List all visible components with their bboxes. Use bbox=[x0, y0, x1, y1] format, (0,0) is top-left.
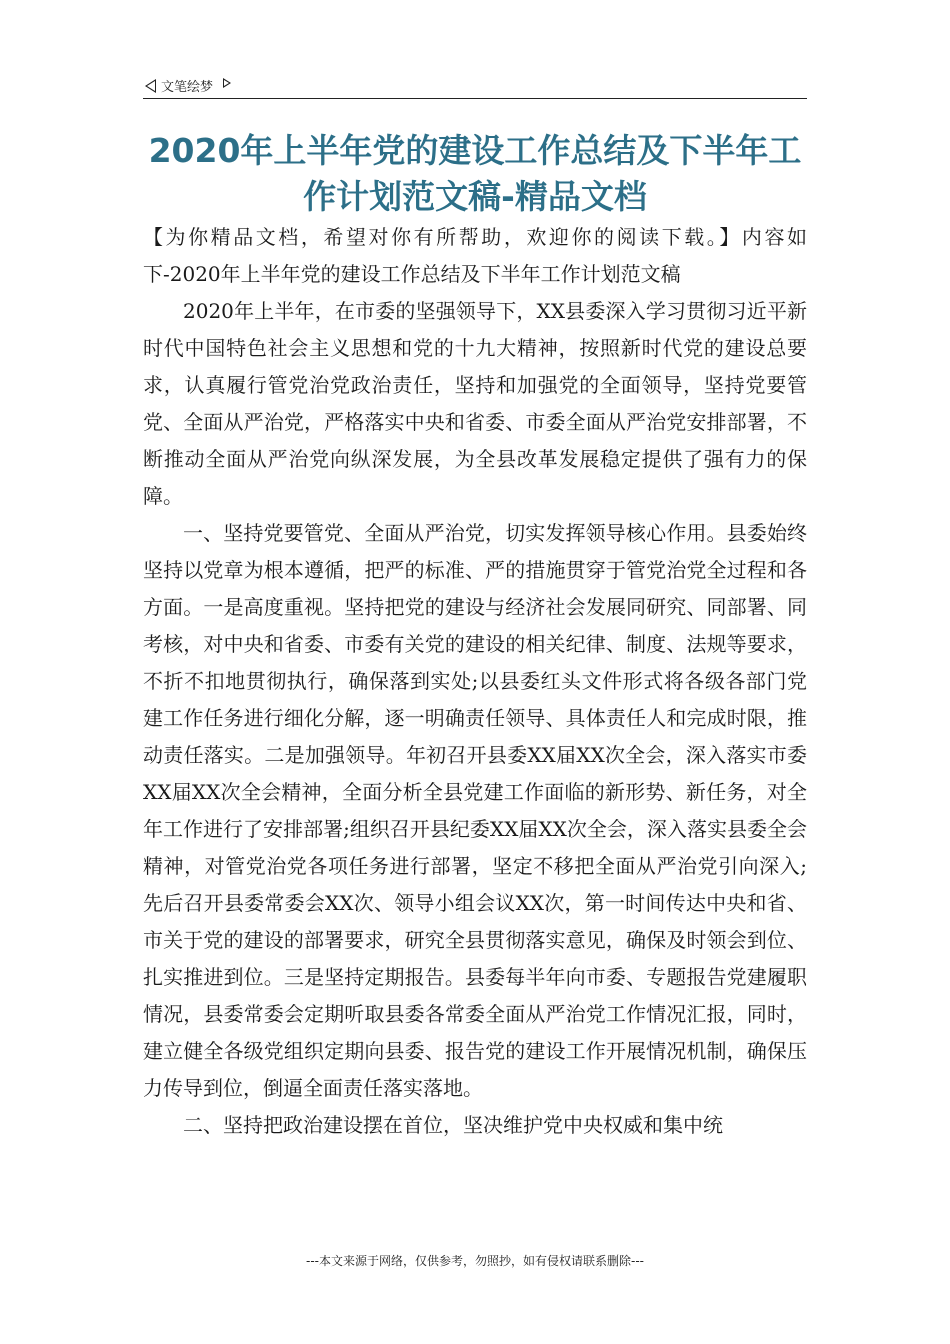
footer-notice: ---本文来源于网络，仅供参考，勿照抄，如有侵权请联系删除--- bbox=[306, 1254, 644, 1268]
document-body bbox=[143, 219, 807, 1144]
document-title: 2020年上半年党的建设工作总结及下半年工作计划范文稿-精品文档 bbox=[148, 131, 802, 216]
brand-name: 文笔绘梦 bbox=[161, 80, 214, 95]
body-paragraph: 2020年上半年，在市委的坚强领导下，XX县委深入学习贯彻习近平新时代中国特色社会主义思想和党的十九大精神，按照新时代党的建设总要求，认真履行管党治党政治责任，坚持和加强党的全面领导，坚持党要管党、全面从严治党，严格落实中央和省委、市委全面从严治党安排部署，不断推动全面从严治党向纵深发展，为全县改革发展稳定提供了强有力的保障。 bbox=[143, 299, 807, 508]
body-paragraph: 一、坚持党要管党、全面从严治党，切实发挥领导核心作用。县委始终坚持以党章为根本遵循，把严的标准、严的措施贯穿于管党治党全过程和各方面。一是高度重视。坚持把党的建设与经济社会发展同研究、同部署、同考核，对中央和省委、市委有关党的建设的相关纪律、制度、法规等要求，不折不扣地贯彻执行，确保落到实处;以县委红头文件形式将各级各部门党建工作任务进行细化分解，逐一明确责任领导、具体责任人和完成时限，推动责任落实。二是加强领导。年初召开县委XX届XX次全会，深入落实市委XX届XX次全会精神，全面分析全县党建工作面临的新形势、新任务，对全年工作进行了安排部署;组织召开县纪委XX届XX次全会，深入落实县委全会精神，对管党治党各项任务进行部署，坚定不移把全面从严治党引向深入;先后召开县委常委会XX次、领导小组会议XX次，第一时间传达中央和省、市关于党的建设的部署要求，研究全县贯彻落实意见，确保及时领会到位、扎实推进到位。三是坚持定期报告。县委每半年向市委、专题报告党建履职情况，县委常委会定期听取县委各常委全面从严治党工作情况汇报，同时，建立健全各级党组织定期向县委、报告党的建设工作开展情况机制，确保压力传导到位，倒逼全面责任落实落地。 bbox=[143, 521, 807, 1100]
intro-paragraph: 【为你精品文档，希望对你有所帮助，欢迎你的阅读下载。】内容如下-2020年上半年党的建设工作总结及下半年工作计划范文稿 bbox=[143, 225, 807, 286]
header-brand bbox=[145, 76, 231, 95]
page-header bbox=[143, 72, 807, 99]
body-paragraph: 二、坚持把政治建设摆在首位，坚决维护党中央权威和集中统 bbox=[183, 1113, 723, 1137]
triangle-left-icon bbox=[145, 79, 156, 93]
triangle-right-icon bbox=[223, 78, 231, 88]
